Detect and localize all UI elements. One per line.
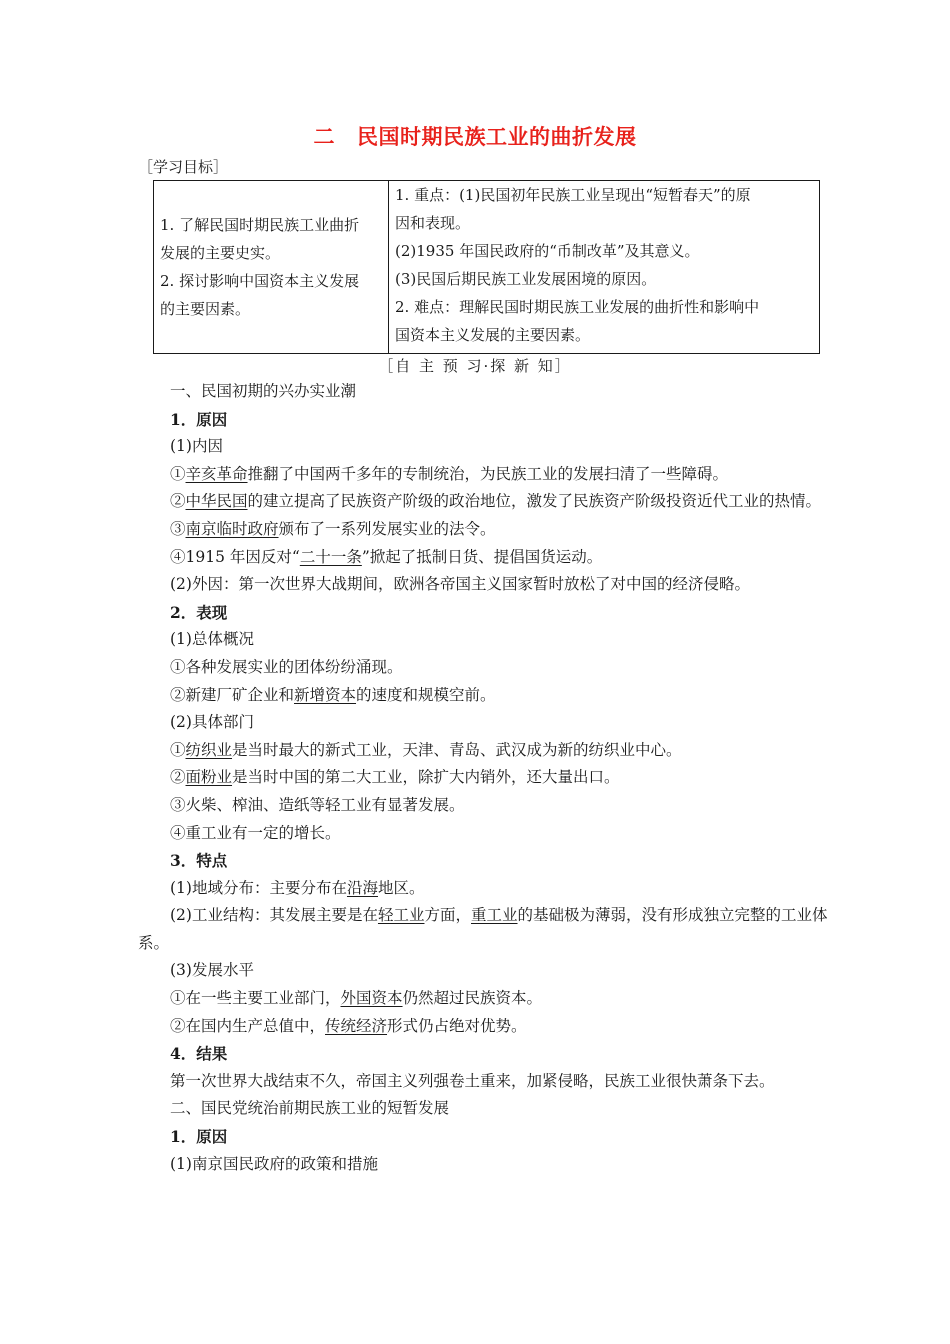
paragraph — [138, 544, 838, 572]
goal-line: 1. 了解民国时期民族工业曲折 — [160, 216, 360, 234]
underlined-term: 南京临时政府 — [185, 519, 279, 538]
text: ② — [170, 768, 186, 787]
text: 方面， — [424, 906, 471, 925]
underlined-term: 面粉业 — [185, 768, 233, 787]
underlined-term: 传统经济 — [325, 1016, 388, 1035]
subsection-heading: 2．表现 — [170, 602, 228, 622]
text: ②新建厂矿企业和 — [170, 685, 295, 704]
underlined-term: 中华民国 — [185, 492, 248, 511]
text: ②在国内生产总值中， — [170, 1016, 326, 1035]
underlined-term: 纺织业 — [185, 740, 233, 759]
key-point-line: 1. 重点：(1)民国初年民族工业呈现出“短暂春天”的原 — [395, 186, 751, 204]
key-points-cell — [389, 181, 820, 354]
text: (2)工业结构：其发展主要是在 — [170, 906, 378, 925]
underlined-term: 重工业 — [471, 906, 518, 925]
subheading: (3)发展水平 — [170, 961, 254, 980]
text: ① — [170, 740, 186, 759]
goal-line: 2. 探讨影响中国资本主义发展 — [160, 272, 360, 290]
key-point-line: 因和表现。 — [395, 214, 471, 232]
text: 形式仍占绝对优势。 — [387, 1016, 527, 1035]
subsection-heading: 1．原因 — [170, 409, 228, 429]
paragraph — [138, 461, 838, 489]
title-text: 民国时期民族工业的曲折发展 — [357, 125, 637, 149]
paragraph: 第一次世界大战结束不久，帝国主义列强卷土重来，加紧侵略，民族工业很快萧条下去。 — [170, 1071, 775, 1090]
paragraph — [138, 516, 838, 544]
text: 推翻了中国两千多年的专制统治，为民族工业的发展扫清了一些障碍。 — [247, 464, 729, 483]
subsection-heading: 1．原因 — [170, 1127, 228, 1147]
text: 地区。 — [377, 878, 425, 897]
underlined-term: 轻工业 — [377, 906, 425, 925]
text: ”掀起了抵制日货、提倡国货运动。 — [361, 547, 603, 566]
paragraph — [138, 985, 838, 1013]
paragraph: ①各种发展实业的团体纷纷涌现。 — [170, 657, 403, 676]
text: 是当时中国的第二大工业，除扩大内销外，还大量出口。 — [232, 768, 620, 787]
subsection-heading: 4．结果 — [170, 1044, 228, 1064]
text: ③ — [170, 519, 186, 538]
goals-cell — [154, 181, 389, 354]
paragraph — [138, 1013, 838, 1041]
paragraph — [138, 737, 838, 765]
goal-line: 发展的主要史实。 — [160, 244, 281, 262]
text: 的基础极为薄弱，没有形成独立完整的工业体系。 — [138, 906, 828, 952]
paragraph: ③火柴、榨油、造纸等轻工业有显著发展。 — [170, 795, 465, 814]
key-point-line: (2)1935 年国民政府的“币制改革”及其意义。 — [395, 242, 700, 260]
text: ① — [170, 464, 186, 483]
section-heading: 二、国民党统治前期民族工业的短暂发展 — [170, 1099, 450, 1118]
page-title — [0, 121, 950, 151]
objectives-label: ［学习目标］ — [138, 158, 229, 176]
paragraph — [138, 875, 838, 903]
paragraph: ④重工业有一定的增长。 — [170, 823, 341, 842]
paragraph — [138, 682, 838, 710]
section-label: ［自 主 预 习·探 新 知］ — [378, 357, 572, 375]
text: 的建立提高了民族资产阶级的政治地位，激发了民族资产阶级投资近代工业的热情。 — [247, 492, 822, 511]
goal-line: 的主要因素。 — [160, 300, 251, 318]
underlined-term: 外国资本 — [340, 989, 403, 1008]
subheading: (1)总体概况 — [170, 630, 254, 649]
paragraph — [138, 488, 838, 516]
text: 的速度和规模空前。 — [356, 685, 496, 704]
text: ② — [170, 492, 186, 511]
text: ①在一些主要工业部门， — [170, 989, 341, 1008]
subheading: (2)具体部门 — [170, 713, 254, 732]
subheading: (1)南京国民政府的政策和措施 — [170, 1154, 378, 1173]
text: (1)地域分布：主要分布在 — [170, 878, 347, 897]
section-heading: 一、民国初期的兴办实业潮 — [170, 382, 357, 400]
text: 是当时最大的新式工业，天津、青岛、武汉成为新的纺织业中心。 — [232, 740, 682, 759]
underlined-term: 沿海 — [346, 878, 378, 897]
subsection-heading: 3．特点 — [170, 851, 228, 871]
text: 颁布了一系列发展实业的法令。 — [278, 519, 496, 538]
subheading: (1)内因 — [170, 437, 223, 456]
text: 仍然超过民族资本。 — [402, 989, 543, 1008]
key-point-line: (3)民国后期民族工业发展困境的原因。 — [395, 270, 657, 288]
text: ④1915 年因反对“ — [170, 547, 300, 566]
document-body — [138, 378, 838, 1178]
underlined-term: 辛亥革命 — [185, 464, 248, 483]
paragraph — [138, 902, 838, 957]
learning-goals-table — [153, 180, 820, 354]
key-point-line: 2. 难点：理解民国时期民族工业发展的曲折性和影响中 — [395, 298, 760, 316]
paragraph — [138, 764, 838, 792]
title-number: 二 — [313, 125, 335, 149]
underlined-term: 二十一条 — [299, 547, 362, 566]
paragraph: (2)外因：第一次世界大战期间，欧洲各帝国主义国家暂时放松了对中国的经济侵略。 — [170, 575, 750, 594]
underlined-term: 新增资本 — [294, 685, 357, 704]
key-point-line: 国资本主义发展的主要因素。 — [395, 326, 591, 344]
